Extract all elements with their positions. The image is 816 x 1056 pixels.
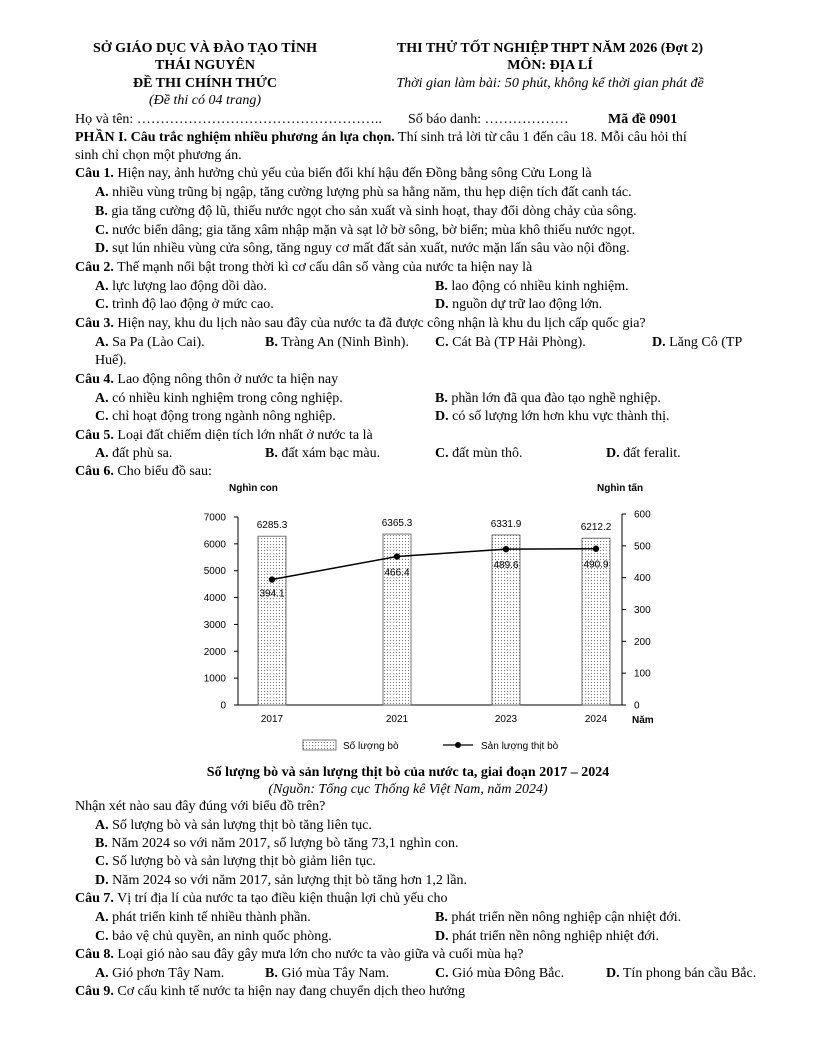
- part1-title: PHẦN I. Câu trắc nghiệm nhiều phương án lựa chọn.: [75, 130, 395, 145]
- org-line-2: THÁI NGUYÊN: [155, 58, 255, 73]
- legend-bar-swatch: [303, 740, 336, 750]
- bar-value-label: 6212.2: [580, 522, 612, 534]
- line-point-beef-output: [394, 553, 400, 559]
- right-axis-tick-label: 400: [634, 573, 651, 585]
- chart-caption: Số lượng bò và sản lượng thịt bò của nước ta, giai đoạn 2017 – 2024: [206, 765, 610, 780]
- q5-option-d[interactable]: D. đất feralit.: [606, 446, 681, 461]
- right-axis-tick-label: 0: [634, 700, 640, 712]
- line-point-beef-output: [593, 546, 599, 552]
- q6-prompt: Nhận xét nào sau đây đúng với biểu đồ trên?: [75, 799, 326, 814]
- bar-cattle-count: [258, 536, 286, 705]
- left-axis-tick-label: 4000: [203, 593, 226, 605]
- question-6: Câu 6. Cho biểu đồ sau:: [75, 464, 212, 479]
- page-count: (Đề thi có 04 trang): [149, 93, 261, 108]
- left-axis-tick-label: 7000: [203, 512, 226, 524]
- question-1: [75, 165, 592, 182]
- q8-option-d[interactable]: D. Tín phong bán cầu Bắc.: [606, 966, 757, 981]
- left-axis-tick-label: 1000: [203, 673, 226, 685]
- left-axis-tick-label: 3000: [203, 619, 226, 631]
- q1-option-d[interactable]: D. sụt lún nhiều vùng cửa sông, tăng nguy cơ mất đất sản xuất, nước mặn lấn sâu vào nội đồng.: [95, 241, 630, 256]
- q8-option-b[interactable]: B. Gió mùa Tây Nam.: [265, 966, 390, 981]
- q2-option-b[interactable]: B. lao động có nhiều kinh nghiệm.: [435, 279, 629, 294]
- question-text: Hiện nay, ảnh hưởng chủ yếu của biến đổi khí hậu đến Đồng bằng sông Cửu Long là: [113, 166, 592, 181]
- legend-bar-label: Số lượng bò: [343, 741, 399, 752]
- x-axis-tick-label: 2017: [260, 714, 284, 725]
- left-axis-tick-label: 6000: [203, 539, 226, 551]
- exam-time: Thời gian làm bài: 50 phút, không kể thời gian phát đề: [396, 76, 704, 91]
- q7-option-d[interactable]: D. phát triển nền nông nghiệp nhiệt đới.: [435, 929, 659, 944]
- line-point-beef-output: [503, 546, 509, 552]
- left-axis-tick-label: 5000: [203, 566, 226, 578]
- right-axis-tick-label: 300: [634, 605, 651, 616]
- question-2: Câu 2. Thế mạnh nổi bật trong thời kì cơ cấu dân số vàng của nước ta hiện nay là: [75, 260, 533, 275]
- q6-option-b[interactable]: B. Năm 2024 so với năm 2017, số lượng bò tăng 73,1 nghìn con.: [95, 836, 459, 851]
- q6-option-c[interactable]: C. Số lượng bò và sản lượng thịt bò giảm liên tục.: [95, 854, 376, 869]
- q2-option-c[interactable]: C. trình độ lao động ở mức cao.: [95, 297, 274, 312]
- right-axis-tick-label: 600: [634, 509, 651, 521]
- official-exam-label: ĐỀ THI CHÍNH THỨC: [132, 76, 278, 91]
- q8-option-c[interactable]: C. Gió mùa Đông Bắc.: [435, 966, 565, 981]
- q8-option-a[interactable]: A. Gió phơn Tây Nam.: [95, 966, 225, 981]
- line-value-label: 394.1: [259, 588, 285, 600]
- q3-option-a[interactable]: A. Sa Pa (Lào Cai).: [95, 335, 205, 350]
- part1-instruction: Thí sinh trả lời từ câu 1 đến câu 18. Mỗi câu hỏi thí: [394, 130, 687, 145]
- exam-code: Mã đề 0901: [608, 112, 678, 127]
- x-axis-label: Năm: [632, 715, 654, 726]
- part1-heading: [75, 129, 687, 146]
- q2-option-a[interactable]: A. lực lượng lao động dồi dào.: [95, 279, 267, 294]
- q4-option-c[interactable]: C. chỉ hoạt động trong ngành nông nghiệp.: [95, 409, 336, 424]
- part1-instruction-cont: sinh chỉ chọn một phương án.: [75, 148, 242, 163]
- line-value-label: 489.6: [493, 560, 519, 572]
- q3-option-d-cont: Huế).: [95, 353, 127, 368]
- right-axis-label: Nghìn tấn: [597, 483, 644, 494]
- exam-title: THI THỬ TỐT NGHIỆP THPT NĂM 2026 (Đợt 2): [396, 41, 704, 56]
- q5-option-b[interactable]: B. đất xám bạc màu.: [265, 446, 381, 461]
- q7-option-c[interactable]: C. bảo vệ chủ quyền, an ninh quốc phòng.: [95, 929, 332, 944]
- line-value-label: 466.4: [384, 567, 410, 579]
- q7-option-b[interactable]: B. phát triển nền nông nghiệp cận nhiệt đới.: [435, 910, 682, 925]
- left-axis-label: Nghìn con: [229, 483, 278, 494]
- chart-source: (Nguồn: Tổng cục Thống kê Việt Nam, năm 2024): [268, 782, 548, 797]
- question-3: Câu 3. Hiện nay, khu du lịch nào sau đây của nước ta đã được công nhận là khu du lịch cấp quốc gia?: [75, 316, 646, 331]
- q3-option-c[interactable]: C. Cát Bà (TP Hải Phòng).: [435, 335, 586, 350]
- q1-option-c[interactable]: C. nước biển dâng; gia tăng xâm nhập mặn và sạt lở bờ sông, bờ biển; mùa khô thiếu nước ngọt.: [95, 223, 636, 238]
- candidate-name-field: Họ và tên: ……………………………………………..: [75, 112, 382, 127]
- line-value-label: 490.9: [583, 559, 609, 571]
- bar-value-label: 6365.3: [381, 518, 413, 530]
- legend-line-label: Sản lượng thịt bò: [481, 741, 559, 752]
- question-7: Câu 7. Vị trí địa lí của nước ta tạo điều kiện thuận lợi chủ yếu cho: [75, 891, 448, 906]
- subject: MÔN: ĐỊA LÍ: [507, 58, 593, 73]
- x-axis-tick-label: 2021: [385, 714, 409, 725]
- q2-option-d[interactable]: D. nguồn dự trữ lao động lớn.: [435, 297, 603, 312]
- q1-option-a[interactable]: A. nhiều vùng trũng bị ngập, tăng cường lượng phù sa hằng năm, thu hẹp diện tích đất canh tác.: [95, 185, 632, 200]
- bar-value-label: 6285.3: [256, 520, 288, 532]
- right-axis-tick-label: 500: [634, 541, 651, 553]
- question-number: Câu 1.: [75, 166, 114, 181]
- q4-option-d[interactable]: D. có số lượng lớn hơn khu vực thành thị.: [435, 409, 670, 424]
- question-5: Câu 5. Loại đất chiếm diện tích lớn nhất ở nước ta là: [75, 428, 373, 443]
- right-axis-tick-label: 200: [634, 636, 651, 648]
- q6-option-d[interactable]: D. Năm 2024 so với năm 2017, sản lượng thịt bò tăng hơn 1,2 lần.: [95, 873, 468, 888]
- q4-option-b[interactable]: B. phần lớn đã qua đào tạo nghề nghiệp.: [435, 391, 661, 406]
- bar-value-label: 6331.9: [490, 518, 522, 530]
- question-8: Câu 8. Loại gió nào sau đây gây mưa lớn cho nước ta vào giữa và cuối mùa hạ?: [75, 947, 524, 962]
- right-axis-tick-label: 100: [634, 668, 651, 680]
- question-4: Câu 4. Lao động nông thôn ở nước ta hiện nay: [75, 372, 339, 387]
- cattle-chart: [0, 475, 816, 765]
- legend-line-marker: [455, 742, 461, 748]
- q1-option-b[interactable]: B. gia tăng cường độ lũ, thiếu nước ngọt cho sản xuất và sinh hoạt, thay đổi dòng chảy của sông.: [95, 204, 637, 219]
- q7-option-a[interactable]: A. phát triển kinh tế nhiều thành phần.: [95, 910, 311, 925]
- q3-option-d[interactable]: D. Lăng Cô (TP: [652, 335, 743, 350]
- q3-option-b[interactable]: B. Tràng An (Ninh Bình).: [265, 335, 409, 350]
- q5-option-a[interactable]: A. đất phù sa.: [95, 446, 173, 461]
- q6-option-a[interactable]: A. Số lượng bò và sản lượng thịt bò tăng liên tục.: [95, 818, 372, 833]
- left-axis-tick-label: 0: [220, 700, 226, 712]
- line-beef-output: [272, 549, 596, 580]
- x-axis-tick-label: 2024: [584, 714, 608, 725]
- q5-option-c[interactable]: C. đất mùn thô.: [435, 446, 523, 461]
- q4-option-a[interactable]: A. có nhiều kinh nghiệm trong công nghiệp.: [95, 391, 343, 406]
- question-9: Câu 9. Cơ cấu kinh tế nước ta hiện nay đang chuyển dịch theo hướng: [75, 984, 466, 999]
- line-point-beef-output: [269, 576, 275, 582]
- org-line-1: SỞ GIÁO DỤC VÀ ĐÀO TẠO TỈNH: [92, 41, 318, 56]
- x-axis-tick-label: 2023: [494, 714, 518, 725]
- candidate-number-field: Số báo danh: ………………: [408, 112, 569, 127]
- left-axis-tick-label: 2000: [203, 646, 226, 658]
